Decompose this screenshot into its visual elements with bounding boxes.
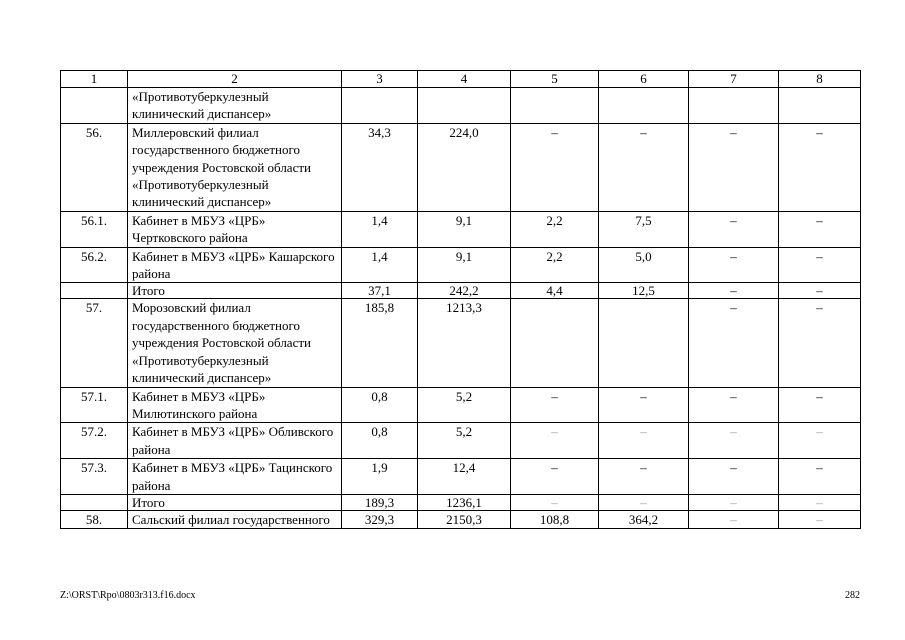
cell-col5: – [511, 423, 599, 459]
cell-col4: 9,1 [418, 211, 511, 247]
page-number: 282 [845, 590, 860, 601]
cell-col3: 37,1 [342, 283, 418, 299]
cell-col6: – [599, 494, 689, 510]
row-number: 58. [61, 510, 128, 528]
cell-col7: – [689, 459, 779, 495]
cell-col8: – [779, 423, 861, 459]
total-row [61, 494, 861, 510]
cell-col6: 7,5 [599, 211, 689, 247]
row-name: Сальский филиал государственного [128, 510, 342, 528]
cell-col7: – [689, 387, 779, 423]
footer-file-path: Z:\ORST\Rpo\0803r313.f16.docx [60, 590, 196, 601]
cell-col4: 1236,1 [418, 494, 511, 510]
cell-col3: 0,8 [342, 423, 418, 459]
cell-col7: – [689, 283, 779, 299]
row-number: 57.2. [61, 423, 128, 459]
cell-col6: – [599, 387, 689, 423]
cell-col5: – [511, 494, 599, 510]
table-row [61, 459, 861, 495]
row-name: Кабинет в МБУЗ «ЦРБ» Кашарского района [128, 247, 342, 283]
cell-col6: – [599, 123, 689, 211]
cell-col5 [511, 88, 599, 124]
row-name: «Противотуберкулезный клинический диспансер» [128, 88, 342, 124]
cell-col8: – [779, 211, 861, 247]
cell-col8: – [779, 123, 861, 211]
table-row [61, 510, 861, 528]
cell-col3: 189,3 [342, 494, 418, 510]
row-number [61, 283, 128, 299]
row-number: 57.3. [61, 459, 128, 495]
row-name: Морозовский филиал государственного бюджетного учреждения Ростовской области «Противотуберкулезный клинический диспансер» [128, 299, 342, 387]
row-number: 56.1. [61, 211, 128, 247]
cell-col5: – [511, 123, 599, 211]
cell-col3: 1,4 [342, 247, 418, 283]
cell-col8: – [779, 283, 861, 299]
cell-col3: 329,3 [342, 510, 418, 528]
cell-col4: 2150,3 [418, 510, 511, 528]
table-row [61, 123, 861, 211]
table-row [61, 423, 861, 459]
cell-col7: – [689, 299, 779, 387]
row-name: Кабинет в МБУЗ «ЦРБ» Тацинского района [128, 459, 342, 495]
cell-col3: 1,9 [342, 459, 418, 495]
header-cell: 3 [342, 71, 418, 88]
cell-col6: – [599, 459, 689, 495]
header-cell: 2 [128, 71, 342, 88]
cell-col8: – [779, 459, 861, 495]
row-name: Кабинет в МБУЗ «ЦРБ» Обливского района [128, 423, 342, 459]
cell-col8: – [779, 247, 861, 283]
cell-col4: 5,2 [418, 387, 511, 423]
data-table [60, 70, 861, 529]
total-row [61, 283, 861, 299]
cell-col8: – [779, 494, 861, 510]
cell-col7: – [689, 494, 779, 510]
cell-col7: – [689, 123, 779, 211]
cell-col6: 12,5 [599, 283, 689, 299]
cell-col8 [779, 88, 861, 124]
cell-col5: 4,4 [511, 283, 599, 299]
cell-col3: 185,8 [342, 299, 418, 387]
cell-col7: – [689, 247, 779, 283]
table-row [61, 299, 861, 387]
table-row [61, 247, 861, 283]
header-cell: 8 [779, 71, 861, 88]
header-cell: 4 [418, 71, 511, 88]
row-number [61, 88, 128, 124]
table-row [61, 88, 861, 124]
header-cell: 5 [511, 71, 599, 88]
cell-col5: – [511, 387, 599, 423]
cell-col4: 9,1 [418, 247, 511, 283]
cell-col3: 1,4 [342, 211, 418, 247]
row-name: Кабинет в МБУЗ «ЦРБ» Чертковского района [128, 211, 342, 247]
row-number: 57. [61, 299, 128, 387]
cell-col8: – [779, 299, 861, 387]
cell-col4: 5,2 [418, 423, 511, 459]
row-name: Миллеровский филиал государственного бюджетного учреждения Ростовской области «Противотуберкулезный клинический диспансер» [128, 123, 342, 211]
cell-col6 [599, 88, 689, 124]
row-number: 57.1. [61, 387, 128, 423]
cell-col6: 364,2 [599, 510, 689, 528]
row-name: Итого [128, 494, 342, 510]
cell-col4: 12,4 [418, 459, 511, 495]
row-number: 56.2. [61, 247, 128, 283]
cell-col4 [418, 88, 511, 124]
cell-col4: 1213,3 [418, 299, 511, 387]
cell-col6: 5,0 [599, 247, 689, 283]
cell-col4: 224,0 [418, 123, 511, 211]
cell-col5: 2,2 [511, 247, 599, 283]
cell-col6 [599, 299, 689, 387]
header-cell: 1 [61, 71, 128, 88]
cell-col4: 242,2 [418, 283, 511, 299]
table-row [61, 387, 861, 423]
cell-col8: – [779, 510, 861, 528]
header-cell: 7 [689, 71, 779, 88]
row-name: Итого [128, 283, 342, 299]
cell-col7: – [689, 423, 779, 459]
header-cell: 6 [599, 71, 689, 88]
cell-col7: – [689, 211, 779, 247]
cell-col7: – [689, 510, 779, 528]
row-name: Кабинет в МБУЗ «ЦРБ» Милютинского района [128, 387, 342, 423]
cell-col6: – [599, 423, 689, 459]
cell-col3: 0,8 [342, 387, 418, 423]
table-row [61, 211, 861, 247]
row-number [61, 494, 128, 510]
cell-col3 [342, 88, 418, 124]
cell-col5: 2,2 [511, 211, 599, 247]
cell-col5: – [511, 459, 599, 495]
cell-col5: 108,8 [511, 510, 599, 528]
cell-col8: – [779, 387, 861, 423]
row-number: 56. [61, 123, 128, 211]
cell-col7 [689, 88, 779, 124]
table-header-row [61, 71, 861, 88]
cell-col5 [511, 299, 599, 387]
cell-col3: 34,3 [342, 123, 418, 211]
